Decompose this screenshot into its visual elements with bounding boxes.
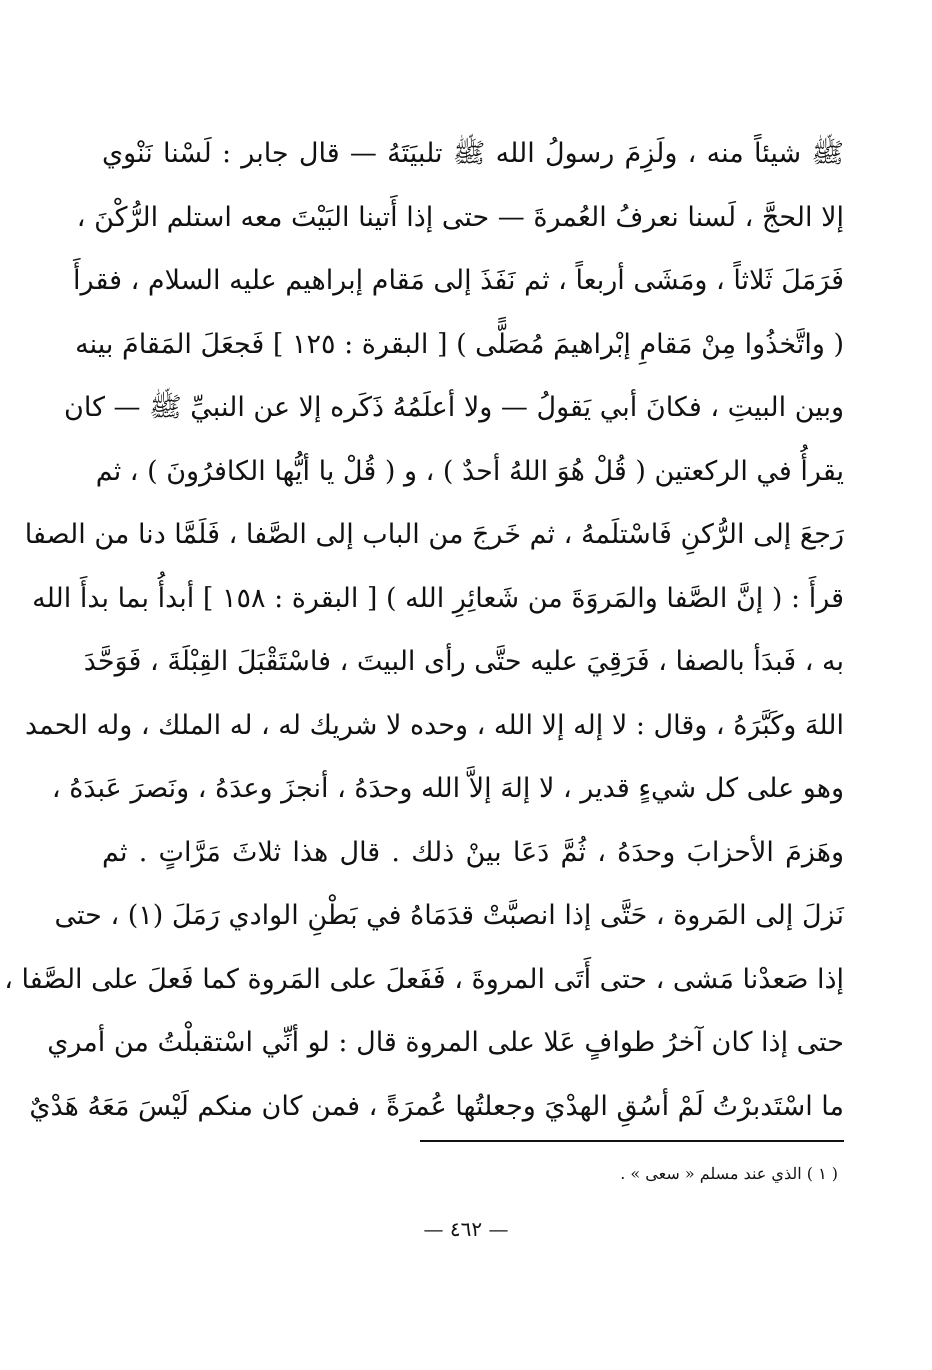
text-line: ﷺ شيئاً منه ، ولَزِمَ رسولُ الله ﷺ تلبيَتَهُ — قال جابر : لَسْنا نَنْوي xyxy=(102,138,844,169)
footnote-divider xyxy=(420,1140,844,1142)
text-line: ما اسْتَدبرْتُ لَمْ أسُقِ الهدْيَ وجعلتُها عُمرَةً ، فمن كان منكم لَيْسَ مَعَهُ هَدْيٌ xyxy=(29,1090,844,1122)
text-line: نَزلَ إلى المَروة ، حَتَّى إذا انصبَّتْ قدَمَاهُ في بَطْنِ الوادي رَمَلَ (١) ، حتى xyxy=(54,900,844,931)
text-line: قرأَ : ( إنَّ الصَّفا والمَروَةَ من شَعائِرِ الله ) [ البقرة : ١٥٨ ] أبدأُ بما بدأَ الله xyxy=(32,582,844,614)
text-line: فَرَمَلَ ثَلاثاً ، ومَشَى أربعاً ، ثم نَفَذَ إلى مَقام إبراهيم عليه السلام ، فقرأَ xyxy=(73,265,844,296)
text-line: به ، فَبدَأ بالصفا ، فَرَقِيَ عليه حتَّى رأى البيتَ ، فاسْتَقْبَلَ القِبْلَةَ ، فَوَحَّدَ xyxy=(83,646,844,677)
main-text xyxy=(4,122,844,1138)
text-line: وهَزمَ الأحزابَ وحدَهُ ، ثُمَّ دَعَا بينْ ذلك . قال هذا ثلاثَ مَرَّاتٍ . ثم xyxy=(102,836,844,868)
text-line: حتى إذا كان آخرُ طوافٍ عَلا على المروة قال : لو أنِّي اسْتقبلْتُ من أمري xyxy=(47,1027,844,1058)
text-line: ( واتَّخذُوا مِنْ مَقامِ إبْراهيمَ مُصَلًّى ) [ البقرة : ١٢٥ ] فَجعَلَ المَقامَ بينه xyxy=(75,328,844,360)
text-line: وبين البيتِ ، فكانَ أبي يَقولُ — ولا أعلَمُهُ ذَكَره إلا عن النبيِّ ﷺ — كان xyxy=(64,392,844,423)
text-line: إذا صَعدْنا مَشى ، حتى أَتَى المروةَ ، فَفَعلَ على المَروة كما فَعلَ على الصَّفا ، xyxy=(4,963,844,995)
text-line: إلا الحجَّ ، لَسنا نعرفُ العُمرةَ — حتى إذا أَتينا البَيْتَ معه استلم الرُّكْنَ ، xyxy=(76,201,844,233)
text-line: رَجعَ إلى الرُّكنِ فَاسْتلَمهُ ، ثم خَرجَ من الباب إلى الصَّفا ، فَلَمَّا دنا من الصفا xyxy=(24,519,844,550)
footnote: ( ١ ) الذي عند مسلم « سعى » . xyxy=(620,1164,838,1183)
text-line: وهو على كل شيءٍ قدير ، لا إلهَ إلاَّ الله وحدَهُ ، أنجزَ وعدَهُ ، ونَصرَ عَبدَهُ ، xyxy=(51,773,844,804)
text-line: اللهَ وكَبَّرَهُ ، وقال : لا إله إلا الله ، وحده لا شريك له ، له الملك ، وله الحمد xyxy=(24,709,844,741)
page-number: — ٤٦٢ — xyxy=(423,1217,509,1241)
text-line: يقرأُ في الركعتين ( قُلْ هُوَ اللهُ أحدٌ ) ، و ( قُلْ يا أيُّها الكافرُونَ ) ، ثم xyxy=(95,455,844,487)
